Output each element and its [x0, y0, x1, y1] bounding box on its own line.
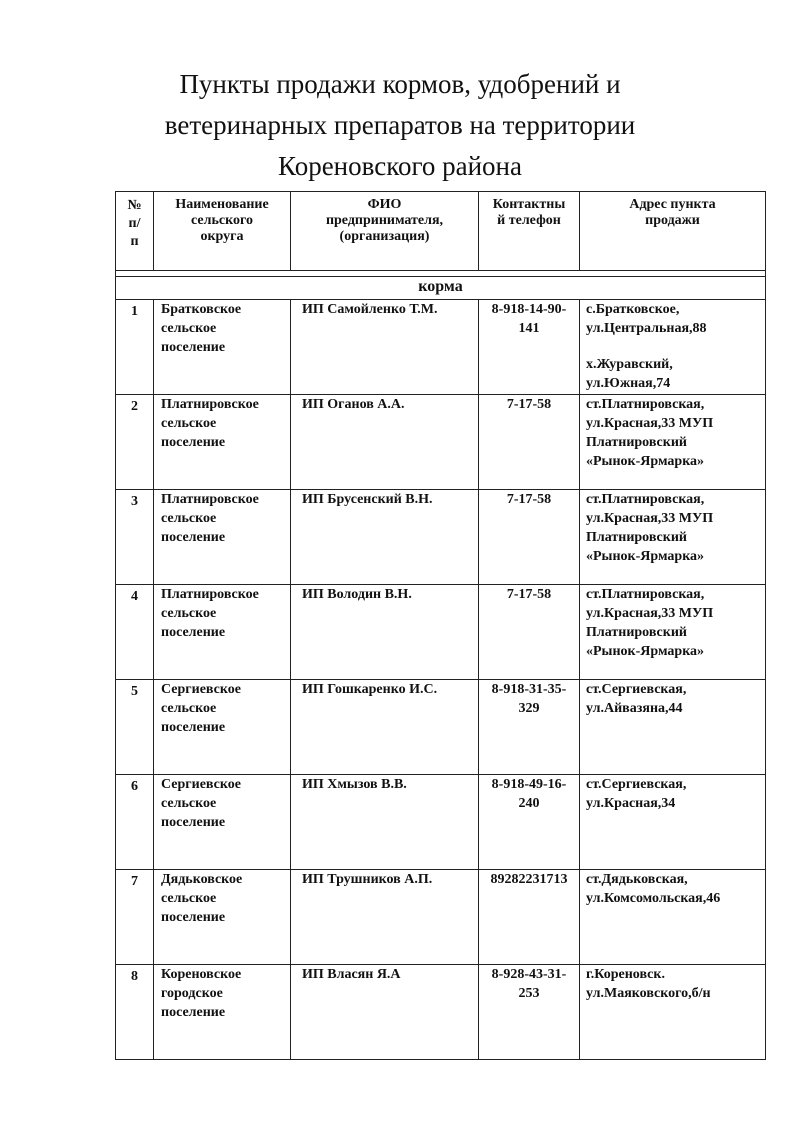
row-address — [580, 870, 766, 965]
district-line: сельское — [161, 321, 217, 336]
row-district — [154, 300, 291, 395]
district-line: Платнировское — [161, 397, 259, 412]
address-line: х.Журавский, — [586, 357, 673, 372]
row-address — [580, 775, 766, 870]
district-line: поселение — [161, 340, 226, 355]
row-num: 2 — [116, 395, 154, 490]
row-entrepreneur: ИП Володин В.Н. — [291, 585, 479, 680]
district-line: поселение — [161, 910, 226, 925]
address-line: с.Братковское, — [586, 302, 680, 317]
row-entrepreneur: ИП Трушников А.П. — [291, 870, 479, 965]
address-line: ул.Красная,33 МУП — [586, 416, 714, 431]
address-line: ст.Сергиевская, — [586, 682, 687, 697]
address-line: ул.Комсомольская,46 — [586, 891, 721, 906]
table-row — [116, 775, 766, 870]
phone-line: 89282231713 — [490, 872, 568, 887]
district-line: Братковское — [161, 302, 242, 317]
address-line: Платнировский — [586, 625, 687, 640]
table-header-row — [116, 192, 766, 271]
district-line: городское — [161, 986, 223, 1001]
district-line: сельское — [161, 606, 217, 621]
district-line: Платнировское — [161, 587, 259, 602]
district-line: сельское — [161, 796, 217, 811]
phone-line: 329 — [518, 701, 540, 716]
row-phone — [479, 395, 580, 490]
row-entrepreneur: ИП Самойленко Т.М. — [291, 300, 479, 395]
address-line: Платнировский — [586, 435, 687, 450]
row-address — [580, 680, 766, 775]
header-address-line: Адрес пункта — [629, 197, 716, 212]
title-line: ветеринарных препаратов на территории — [164, 110, 636, 140]
district-line: сельское — [161, 891, 217, 906]
address-line: ул.Красная,33 МУП — [586, 511, 714, 526]
address-line: «Рынок-Ярмарка» — [586, 454, 705, 469]
address-line: г.Кореновск. — [586, 967, 665, 982]
header-phone-line: й телефон — [497, 213, 561, 228]
district-line: Дядьковское — [161, 872, 243, 887]
row-phone — [479, 490, 580, 585]
row-entrepreneur: ИП Хмызов В.В. — [291, 775, 479, 870]
phone-line: 8-928-43-31- — [491, 967, 567, 982]
district-line: поселение — [161, 720, 226, 735]
phone-line: 240 — [518, 796, 540, 811]
address-line: ул.Красная,34 — [586, 796, 676, 811]
table-row — [116, 490, 766, 585]
section-row — [116, 277, 766, 300]
district-line: поселение — [161, 1005, 226, 1020]
header-address-line: продажи — [645, 213, 700, 228]
district-line: поселение — [161, 625, 226, 640]
row-address — [580, 965, 766, 1060]
district-line: Сергиевское — [161, 777, 241, 792]
table-row — [116, 680, 766, 775]
row-address — [580, 585, 766, 680]
header-name — [291, 192, 479, 271]
district-line: поселение — [161, 530, 226, 545]
district-line: сельское — [161, 416, 217, 431]
header-address — [580, 192, 766, 271]
address-line: ст.Дядьковская, — [586, 872, 688, 887]
header-num — [116, 192, 154, 271]
header-district-line: сельского — [191, 213, 253, 228]
phone-line: 141 — [518, 321, 540, 336]
address-line: ст.Платнировская, — [586, 492, 705, 507]
row-phone — [479, 300, 580, 395]
row-entrepreneur: ИП Гошкаренко И.С. — [291, 680, 479, 775]
phone-line: 8-918-14-90- — [491, 302, 567, 317]
phone-line: 8-918-49-16- — [491, 777, 567, 792]
header-district — [154, 192, 291, 271]
row-district — [154, 870, 291, 965]
row-num: 1 — [116, 300, 154, 395]
header-num-line: п — [130, 234, 139, 249]
address-line: ул.Южная,74 — [586, 376, 671, 391]
phone-line: 8-918-31-35- — [491, 682, 567, 697]
address-line: ул.Маяковского,б/н — [586, 986, 711, 1001]
address-gap — [586, 338, 765, 355]
row-phone — [479, 775, 580, 870]
address-line: ст.Сергиевская, — [586, 777, 687, 792]
row-num: 3 — [116, 490, 154, 585]
row-address — [580, 395, 766, 490]
row-phone — [479, 870, 580, 965]
title-line: Пункты продажи кормов, удобрений и — [179, 69, 621, 99]
table-row — [116, 870, 766, 965]
row-num: 4 — [116, 585, 154, 680]
header-name-line: предпринимателя, — [325, 213, 444, 228]
table-row — [116, 300, 766, 395]
phone-line: 7-17-58 — [506, 587, 552, 602]
row-district — [154, 490, 291, 585]
row-phone — [479, 680, 580, 775]
header-phone — [479, 192, 580, 271]
row-address — [580, 300, 766, 395]
district-line: поселение — [161, 815, 226, 830]
address-line: ул.Красная,33 МУП — [586, 606, 714, 621]
row-num: 7 — [116, 870, 154, 965]
address-line: ст.Платнировская, — [586, 587, 705, 602]
address-line: «Рынок-Ярмарка» — [586, 549, 705, 564]
district-line: сельское — [161, 511, 217, 526]
section-label: корма — [116, 277, 766, 300]
row-district — [154, 775, 291, 870]
phone-line: 253 — [518, 986, 540, 1001]
row-phone — [479, 585, 580, 680]
page-title — [0, 64, 800, 187]
district-line: Кореновское — [161, 967, 242, 982]
row-entrepreneur: ИП Брусенский В.Н. — [291, 490, 479, 585]
sales-points-table — [115, 191, 766, 1060]
address-line: Платнировский — [586, 530, 687, 545]
phone-line: 7-17-58 — [506, 492, 552, 507]
header-name-line: ФИО — [367, 197, 402, 212]
row-num: 8 — [116, 965, 154, 1060]
row-phone — [479, 965, 580, 1060]
header-district-line: Наименование — [175, 197, 269, 212]
row-num: 5 — [116, 680, 154, 775]
header-num-line: № — [127, 198, 142, 213]
district-line: поселение — [161, 435, 226, 450]
title-line: Кореновского района — [278, 151, 522, 181]
table-row — [116, 395, 766, 490]
row-address — [580, 490, 766, 585]
address-line: «Рынок-Ярмарка» — [586, 644, 705, 659]
header-district-line: округа — [200, 229, 244, 244]
header-name-line: (организация) — [339, 229, 430, 244]
table-row — [116, 965, 766, 1060]
district-line: Платнировское — [161, 492, 259, 507]
row-district — [154, 965, 291, 1060]
address-line: ул.Айвазяна,44 — [586, 701, 683, 716]
row-district — [154, 585, 291, 680]
header-num-line: п/ — [128, 216, 141, 231]
address-line: ст.Платнировская, — [586, 397, 705, 412]
header-phone-line: Контактны — [492, 197, 566, 212]
row-district — [154, 680, 291, 775]
phone-line: 7-17-58 — [506, 397, 552, 412]
row-num: 6 — [116, 775, 154, 870]
district-line: сельское — [161, 701, 217, 716]
row-entrepreneur: ИП Оганов А.А. — [291, 395, 479, 490]
district-line: Сергиевское — [161, 682, 241, 697]
address-line: ул.Центральная,88 — [586, 321, 707, 336]
row-entrepreneur: ИП Власян Я.А — [291, 965, 479, 1060]
row-district — [154, 395, 291, 490]
table-row — [116, 585, 766, 680]
